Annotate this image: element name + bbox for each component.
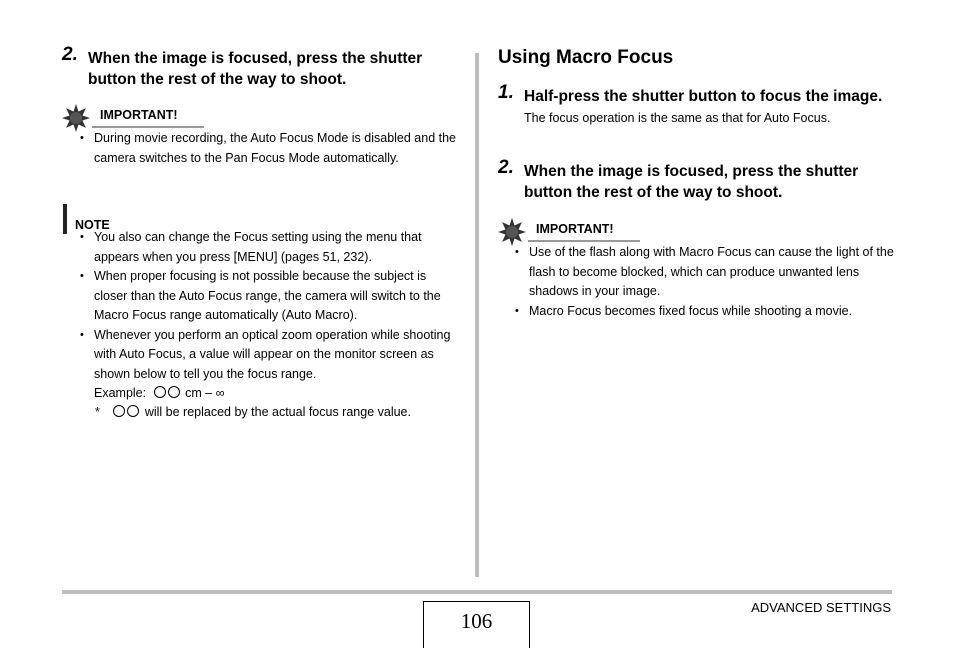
list-item: • Macro Focus becomes fixed focus while shooting a movie. [497, 302, 897, 322]
left-important-heading [62, 104, 212, 130]
footer-rule [62, 590, 892, 594]
important-underline [528, 240, 640, 242]
note-label: NOTE [75, 218, 110, 232]
placeholder-circle-icon [154, 386, 166, 398]
important-burst-icon [62, 104, 90, 132]
footnote [95, 403, 411, 423]
step-subtext: The focus operation is the same as that for Auto Focus. [524, 111, 831, 125]
focus-range-example [94, 384, 462, 404]
important-label: IMPORTANT! [100, 108, 178, 122]
right-step-2 [498, 157, 894, 203]
left-important-list [62, 129, 462, 168]
list-item: • During movie recording, the Auto Focus Mode is disabled and the camera switches to the Pan Focus Mode automatically. [62, 129, 462, 168]
right-step-1 [498, 82, 894, 127]
right-important-heading [498, 218, 648, 244]
step-text: When the image is focused, press the shutter button the rest of the way to shoot. [88, 50, 423, 88]
placeholder-circle-icon [127, 405, 139, 417]
step-number: 2. [498, 157, 514, 178]
column-divider [475, 53, 479, 577]
important-burst-icon [498, 218, 526, 246]
step-text: When the image is focused, press the shutter button the rest of the way to shoot. [524, 163, 859, 201]
placeholder-circle-icon [168, 386, 180, 398]
step-number: 1. [498, 82, 514, 103]
list-item [62, 326, 462, 404]
important-label: IMPORTANT! [536, 222, 614, 236]
step-text: Half-press the shutter button to focus the image. [524, 88, 883, 105]
note-list [62, 228, 462, 404]
list-item: • Use of the flash along with Macro Focus can cause the light of the flash to become blocked, which can produce unwanted lens shadows in your image. [497, 243, 897, 302]
footer-section-label: ADVANCED SETTINGS [751, 600, 891, 615]
step-body [524, 86, 894, 127]
section-title: Using Macro Focus [498, 47, 674, 68]
list-item: • When proper focusing is not possible because the subject is closer than the Auto Focus range, the camera will switch to the Macro Focus range automatically (Auto Macro). [62, 267, 462, 326]
example-suffix: cm – ∞ [185, 386, 225, 400]
right-important-list [497, 243, 897, 321]
example-prefix: Example: [94, 386, 147, 400]
list-item: • You also can change the Focus setting using the menu that appears when you press [MENU] (pages 51, 232). [62, 228, 462, 267]
page-number: 106 [423, 601, 530, 648]
placeholder-circle-icon [113, 405, 125, 417]
left-step-2 [62, 44, 458, 90]
important-underline [92, 126, 204, 128]
footnote-star: * [95, 405, 100, 419]
footnote-text: will be replaced by the actual focus range value. [144, 405, 411, 419]
step-number: 2. [62, 44, 78, 65]
list-item-text: Whenever you perform an optical zoom operation while shooting with Auto Focus, a value will appear on the monitor screen as shown below to tell you the focus range. [94, 327, 451, 381]
